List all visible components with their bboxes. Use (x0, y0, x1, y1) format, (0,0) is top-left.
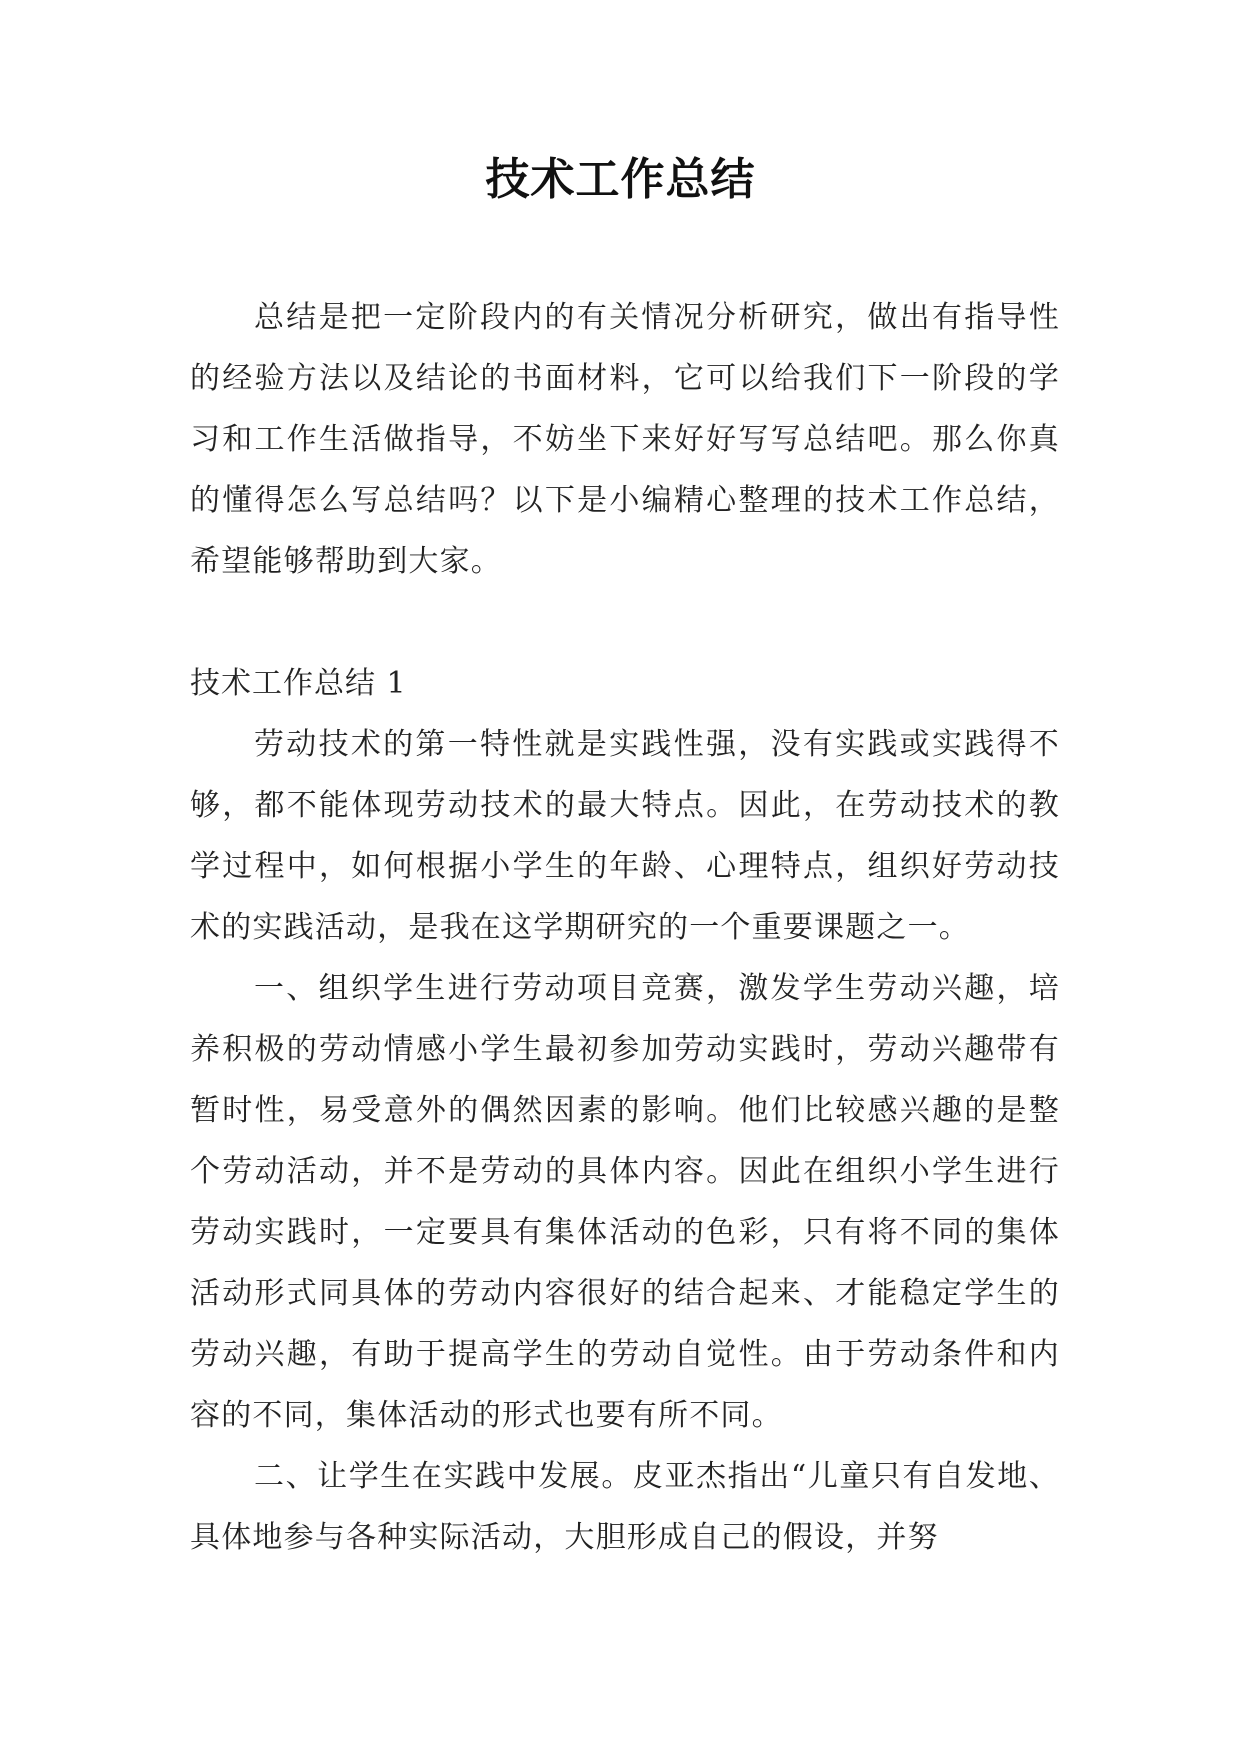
body-paragraph: 一、组织学生进行劳动项目竞赛，激发学生劳动兴趣，培养积极的劳动情感小学生最初参加劳动实践时，劳动兴趣带有暂时性，易受意外的偶然因素的影响。他们比较感兴趣的是整个劳动活动，并不是劳动的具体内容。因此在组织小学生进行劳动实践时，一定要具有集体活动的色彩，只有将不同的集体活动形式同具体的劳动内容很好的结合起来、才能稳定学生的劳动兴趣，有助于提高学生的劳动自觉性。由于劳动条件和内容的不同，集体活动的形式也要有所不同。 (190, 971, 1060, 1433)
document-title: 技术工作总结 (485, 154, 756, 205)
paragraph-spacer (190, 592, 1060, 653)
intro-paragraph: 总结是把一定阶段内的有关情况分析研究，做出有指导性的经验方法以及结论的书面材料，它可以给我们下一阶段的学习和工作生活做指导，不妨坐下来好好写写总结吧。那么你真的懂得怎么写总结吗？以下是小编精心整理的技术工作总结，希望能够帮助到大家。 (190, 300, 1060, 579)
body-paragraph: 二、让学生在实践中发展。皮亚杰指出“儿童只有自发地、具体地参与各种实际活动，大胆形成自己的假设，并努 (190, 1459, 1060, 1555)
section-heading: 技术工作总结 1 (190, 666, 407, 701)
body-paragraph: 劳动技术的第一特性就是实践性强，没有实践或实践得不够，都不能体现劳动技术的最大特点。因此，在劳动技术的教学过程中，如何根据小学生的年龄、心理特点，组织好劳动技术的实践活动，是我在这学期研究的一个重要课题之一。 (190, 727, 1060, 945)
document-body (190, 287, 1060, 1568)
